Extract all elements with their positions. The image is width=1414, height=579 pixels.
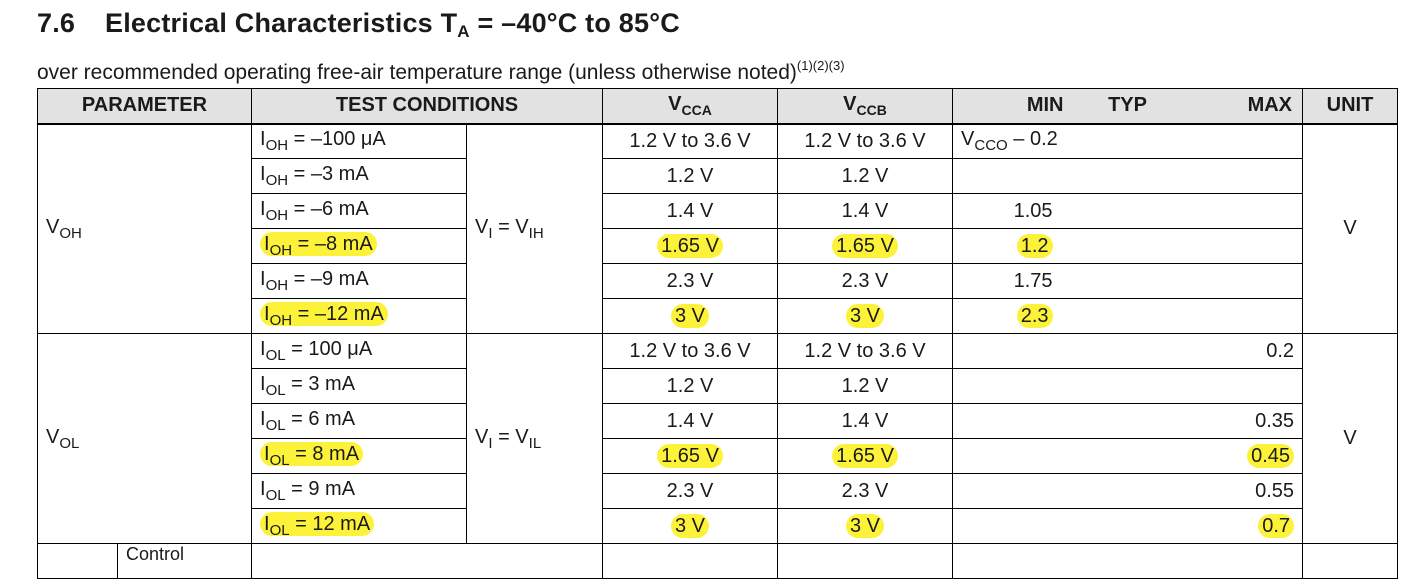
header-vccb-sub: CCB <box>856 102 887 119</box>
param-voh <box>38 124 252 334</box>
min-value: 1.75 <box>1013 269 1053 292</box>
highlighted-value: 3 V <box>671 304 709 328</box>
partial-control-cell: Control <box>118 544 252 579</box>
max-value: 0.2 <box>1266 339 1295 362</box>
section-number: 7.6 <box>37 8 76 38</box>
cond-main: I <box>260 198 266 220</box>
cond-vi: V <box>475 425 489 448</box>
vcca-cell <box>603 439 778 474</box>
cond-rest: = 100 μA <box>285 338 373 360</box>
param-voh-sub: OH <box>59 224 82 242</box>
cond-main: I <box>264 513 270 535</box>
highlighted-cond <box>260 302 388 329</box>
cond-sub: OH <box>269 312 293 329</box>
header-vccb <box>778 89 953 124</box>
header-max: MAX <box>1247 94 1293 117</box>
cond-main: I <box>260 163 266 185</box>
cond-cell <box>252 509 467 544</box>
min-value: 2.3 <box>1017 304 1053 328</box>
vcca-cell: 2.3 V <box>603 474 778 509</box>
cond-cell <box>252 229 467 264</box>
highlighted-cond <box>260 232 377 259</box>
cond-sub: OL <box>269 522 290 539</box>
cond-sub: OH <box>265 207 289 224</box>
header-vcca-sub: CCA <box>681 102 712 119</box>
section-title-rest: = –40°C to 85°C <box>469 8 680 38</box>
partial-cell <box>252 544 603 579</box>
param-vol-main: V <box>46 425 60 448</box>
max-cell <box>953 474 1303 509</box>
param-vol <box>38 334 252 544</box>
min-typ-max-cell <box>953 229 1303 264</box>
vcca-cell <box>603 299 778 334</box>
vccb-cell: 1.2 V to 3.6 V <box>778 334 953 369</box>
partial-cell <box>603 544 778 579</box>
vccb-cell: 2.3 V <box>778 474 953 509</box>
vcca-cell <box>603 229 778 264</box>
min-rest: – 0.2 <box>1007 128 1058 151</box>
partial-cell <box>1303 544 1398 579</box>
unit-voh: V <box>1303 124 1398 334</box>
cond-cell <box>252 474 467 509</box>
vccb-cell: 2.3 V <box>778 264 953 299</box>
cond-rest: = 12 mA <box>289 513 371 535</box>
table-header-row <box>38 89 1398 124</box>
highlighted-value: 1.65 V <box>832 444 898 468</box>
param-vol-sub: OL <box>59 434 80 452</box>
cond-vi-sub: I <box>488 224 493 242</box>
header-unit: UNIT <box>1303 89 1398 124</box>
max-value: 0.55 <box>1255 479 1295 502</box>
highlighted-value: 1.65 V <box>657 234 723 258</box>
cond-main: I <box>260 478 266 500</box>
cond-rest: = –12 mA <box>292 303 384 325</box>
cond-rest: = 6 mA <box>285 408 356 430</box>
cond-sub: OL <box>269 452 290 469</box>
section-title <box>37 8 680 42</box>
section-title-text: Electrical Characteristics T <box>105 8 458 38</box>
highlighted-value: 3 V <box>846 304 884 328</box>
cond-main: I <box>264 303 270 325</box>
cond-vi-vil <box>467 334 603 544</box>
cond-sub: OL <box>265 347 286 364</box>
cond-cell <box>252 264 467 299</box>
cond-vil-sub: IL <box>528 434 542 452</box>
section-title-sub: A <box>457 22 470 41</box>
min-value: 1.05 <box>1013 199 1053 222</box>
header-vcca <box>603 89 778 124</box>
cond-main: I <box>260 128 266 151</box>
vcca-cell: 1.2 V <box>603 159 778 194</box>
electrical-characteristics-table <box>37 88 1398 579</box>
min-main: V <box>961 128 975 151</box>
param-voh-main: V <box>46 215 60 238</box>
min-typ-max-cell <box>953 299 1303 334</box>
cond-rest: = 3 mA <box>285 373 356 395</box>
cond-vi: V <box>475 215 489 238</box>
vccb-cell: 1.2 V <box>778 159 953 194</box>
max-cell <box>953 404 1303 439</box>
cond-sub: OH <box>265 172 289 189</box>
vcca-cell <box>603 509 778 544</box>
table-caption-text: over recommended operating free-air temperature range (unless otherwise noted) <box>37 61 797 84</box>
cond-cell <box>252 124 467 159</box>
cond-cell <box>252 369 467 404</box>
cond-rest: = –3 mA <box>288 163 369 185</box>
header-vcca-main: V <box>668 93 682 116</box>
partial-cell <box>953 544 1303 579</box>
min-typ-max-cell <box>953 264 1303 299</box>
cond-main: I <box>260 408 266 430</box>
table-row <box>38 124 1398 159</box>
cond-vi-vih <box>467 124 603 334</box>
max-value: 0.45 <box>1247 444 1294 468</box>
highlighted-cond <box>260 512 374 539</box>
highlighted-value: 1.65 V <box>657 444 723 468</box>
vccb-cell <box>778 229 953 264</box>
header-vccb-main: V <box>843 93 857 116</box>
header-typ: TYP <box>1108 94 1147 117</box>
cond-cell <box>252 194 467 229</box>
vccb-cell: 1.2 V to 3.6 V <box>778 124 953 159</box>
cond-rest: = 9 mA <box>285 478 356 500</box>
cond-main: I <box>260 338 266 360</box>
highlighted-cond <box>260 442 363 469</box>
min-cell <box>953 124 1303 159</box>
header-parameter: PARAMETER <box>38 89 252 124</box>
highlighted-value: 1.65 V <box>832 234 898 258</box>
cond-cell <box>252 159 467 194</box>
vccb-cell <box>778 509 953 544</box>
table-caption <box>37 58 845 85</box>
cond-cell <box>252 299 467 334</box>
max-cell <box>953 509 1303 544</box>
highlighted-value: 3 V <box>671 514 709 538</box>
cond-rest: = 8 mA <box>289 443 360 465</box>
cond-main: I <box>260 268 266 290</box>
cond-rest: = –9 mA <box>288 268 369 290</box>
min-typ-max-cell <box>953 159 1303 194</box>
vcca-cell: 1.2 V to 3.6 V <box>603 124 778 159</box>
vcca-cell: 1.2 V to 3.6 V <box>603 334 778 369</box>
header-min: MIN <box>1026 94 1064 117</box>
partial-cell <box>778 544 953 579</box>
highlighted-value: 3 V <box>846 514 884 538</box>
cond-cell <box>252 439 467 474</box>
vccb-cell: 1.4 V <box>778 404 953 439</box>
min-typ-max-cell <box>953 194 1303 229</box>
cond-vi-eq: = V <box>492 425 529 448</box>
max-value: 0.35 <box>1255 409 1295 432</box>
cond-sub: OH <box>265 137 289 155</box>
cond-vih-sub: IH <box>528 224 544 242</box>
cond-main: I <box>260 373 266 395</box>
cond-sub: OL <box>265 417 286 434</box>
max-cell <box>953 369 1303 404</box>
cond-sub: OL <box>265 487 286 504</box>
vcca-cell: 1.2 V <box>603 369 778 404</box>
cond-rest: = –100 μA <box>288 128 386 151</box>
cond-sub: OL <box>265 382 286 399</box>
min-sub: CCO <box>974 137 1008 155</box>
header-test-conditions: TEST CONDITIONS <box>252 89 603 124</box>
partial-cell <box>38 544 118 579</box>
cond-rest: = –8 mA <box>292 233 373 255</box>
max-value: 0.7 <box>1258 514 1294 538</box>
cond-main: I <box>264 443 270 465</box>
vccb-cell <box>778 299 953 334</box>
vccb-cell: 1.4 V <box>778 194 953 229</box>
min-value: 1.2 <box>1017 234 1053 258</box>
cond-main: I <box>264 233 270 255</box>
vcca-cell: 1.4 V <box>603 194 778 229</box>
vccb-cell: 1.2 V <box>778 369 953 404</box>
table-row <box>38 334 1398 369</box>
cond-vi-eq: = V <box>492 215 529 238</box>
table-row-partial <box>38 544 1398 579</box>
cond-cell <box>252 334 467 369</box>
unit-vol: V <box>1303 334 1398 544</box>
cond-sub: OH <box>269 242 293 259</box>
cond-cell <box>252 404 467 439</box>
cond-rest: = –6 mA <box>288 198 369 220</box>
vcca-cell: 2.3 V <box>603 264 778 299</box>
vccb-cell <box>778 439 953 474</box>
header-min-typ-max <box>953 89 1303 124</box>
max-cell <box>953 334 1303 369</box>
cond-vi-sub: I <box>488 434 493 452</box>
vcca-cell: 1.4 V <box>603 404 778 439</box>
footnote-refs: (1)(2)(3) <box>796 58 845 73</box>
cond-sub: OH <box>265 277 289 294</box>
max-cell <box>953 439 1303 474</box>
